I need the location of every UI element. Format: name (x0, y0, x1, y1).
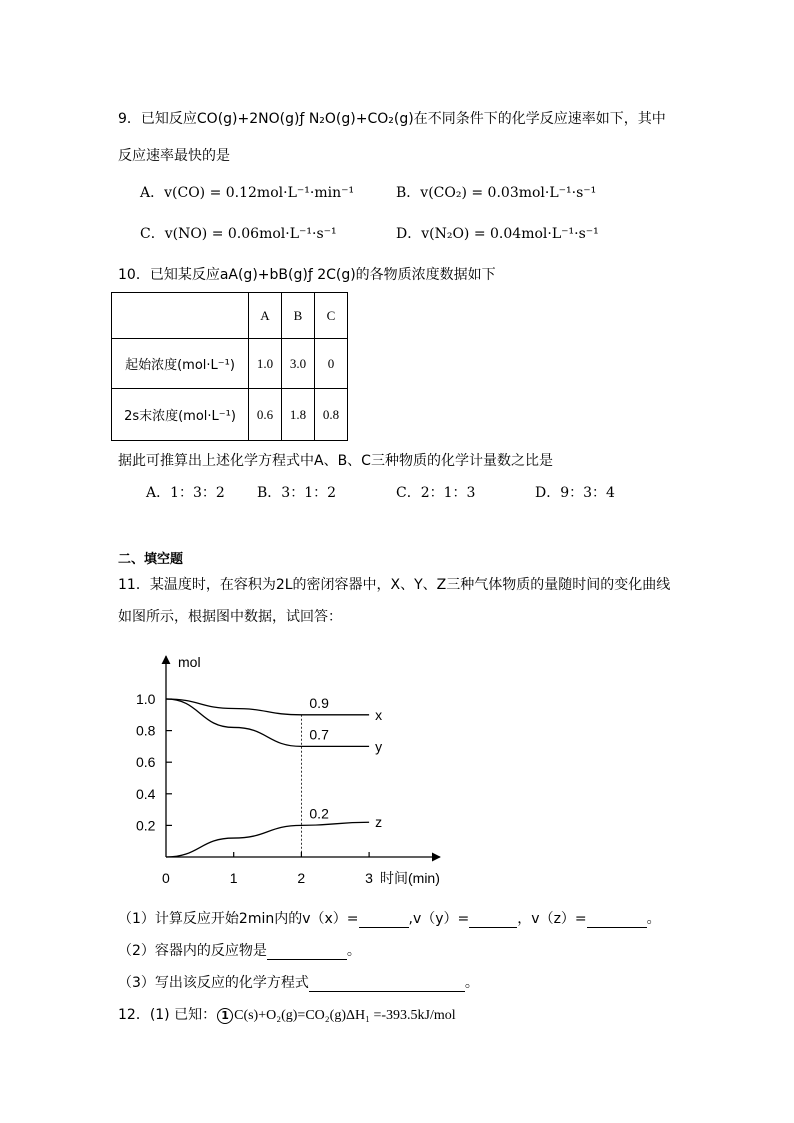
vy-blank[interactable] (469, 911, 517, 928)
x-axis-label: 时间(min) (380, 870, 440, 886)
table-header-cell: A (249, 293, 282, 339)
x-tick-label: 1 (229, 870, 238, 886)
series-value-label-x: 0.9 (309, 694, 329, 711)
q9-stem-cont: 反应速率最快的是 (118, 148, 230, 164)
x-tick-label: 2 (297, 870, 306, 886)
table-cell: 3.0 (282, 339, 315, 389)
series-line-y (166, 699, 369, 746)
circled-number (217, 1008, 233, 1024)
q11-sub2-text: （2）容器内的反应物是 (118, 943, 267, 959)
series-name-y: y (375, 738, 383, 755)
table-cell: 起始浓度(mol·L⁻¹) (112, 339, 249, 389)
vz-blank[interactable] (587, 911, 647, 928)
table-cell: 0.6 (249, 389, 282, 441)
series-line-z (166, 822, 369, 857)
q11-sub1-end: 。 (646, 911, 661, 927)
q10-option-c: C．2：1：3 (396, 485, 476, 501)
q10-question: 据此可推算出上述化学方程式中A、B、C三种物质的化学计量数之比是 (118, 453, 553, 469)
table-header-cell: B (282, 293, 315, 339)
section-title: 二、填空题 (118, 552, 184, 567)
q11-sub1-a: （1）计算反应开始2min内的v（x）= (118, 911, 359, 927)
q11-sub1 (118, 908, 661, 928)
vx-blank[interactable] (359, 911, 409, 928)
q9-option-d: D．v(N₂O) = 0.04mol·L⁻¹·s⁻¹ (396, 226, 599, 242)
q11-stem: 11．某温度时，在容积为2L的密闭容器中，X、Y、Z三种气体物质的量随时间的变化曲线 (118, 577, 671, 593)
series-value-label-y: 0.7 (309, 726, 329, 743)
x-tick-label: 3 (365, 870, 373, 886)
q11-sub3-text: （3）写出该反应的化学方程式 (118, 975, 309, 991)
series-name-x: x (375, 706, 383, 723)
y-tick-label: 0.2 (136, 817, 156, 834)
series-value-label-z: 0.2 (309, 805, 329, 822)
q12-prefix: 12．(1) 已知： (118, 1007, 217, 1023)
q11-stem-cont: 如图所示，根据图中数据，试回答： (118, 609, 342, 625)
q10-stem: 10．已知某反应aA(g)+bB(g)ƒ 2C(g)的各物质浓度数据如下 (118, 267, 496, 283)
table-cell: 2s末浓度(mol·L⁻¹) (112, 389, 249, 441)
q12-line (118, 1004, 456, 1024)
equation-blank[interactable] (309, 975, 465, 992)
q11-sub3 (118, 972, 479, 992)
table-cell: 0 (315, 339, 348, 389)
y-tick-label: 0.6 (136, 754, 156, 771)
y-tick-label: 1.0 (136, 691, 156, 707)
table-cell: 1.0 (249, 339, 282, 389)
q11-sub2-end: 。 (346, 943, 361, 959)
q10-option-a: A．1：3：2 (146, 485, 225, 501)
table-header-cell: C (315, 293, 348, 339)
series-line-x (166, 699, 369, 715)
q9-option-c: C．v(NO) = 0.06mol·L⁻¹·s⁻¹ (140, 226, 337, 242)
q11-sub2 (118, 940, 361, 960)
x-tick-label: 0 (162, 870, 170, 886)
y-axis-label: mol (178, 654, 201, 670)
q9-option-a: A．v(CO) = 0.12mol·L⁻¹·min⁻¹ (140, 185, 355, 201)
series-name-z: z (375, 814, 383, 831)
y-tick-label: 0.4 (136, 785, 156, 802)
q11-sub1-b: ,v（y）= (408, 911, 470, 927)
table-cell: 1.8 (282, 389, 315, 441)
table-cell: 0.8 (315, 389, 348, 441)
q12-equation: C(s)+O₂(g)=CO₂(g)ΔH₁ =-393.5kJ/mol (234, 1008, 456, 1023)
y-tick-label: 0.8 (136, 722, 156, 739)
q11-sub3-end: 。 (464, 975, 479, 991)
q10-option-d: D．9：3：4 (535, 485, 615, 501)
q11-sub1-c: ，v（z）= (517, 911, 587, 927)
q10-option-b: B．3：1：2 (257, 485, 337, 501)
circled-number-text: 1 (221, 1009, 229, 1022)
reactant-blank[interactable] (267, 943, 347, 960)
q9-stem: 9．已知反应CO(g)+2NO(g)ƒ N₂O(g)+CO₂(g)在不同条件下的化学反应速率如下，其中 (118, 111, 666, 127)
q9-option-b: B．v(CO₂) = 0.03mol·L⁻¹·s⁻¹ (396, 185, 597, 201)
